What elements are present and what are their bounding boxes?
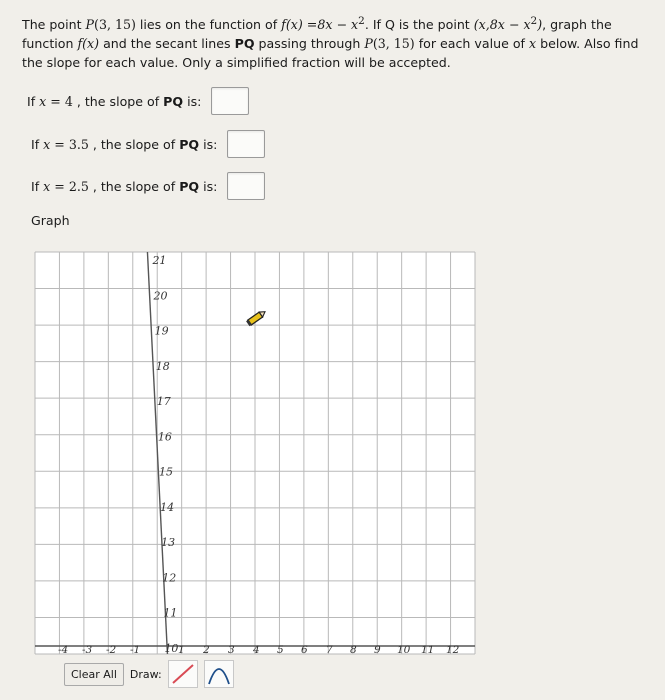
parabola-tool-icon[interactable]	[204, 660, 234, 688]
q2-suffix: , the slope of	[92, 136, 176, 152]
graph-heading: Graph	[31, 213, 70, 228]
x-tick-label: -3	[82, 644, 93, 656]
x-tick-label: 1	[178, 644, 185, 656]
x-tick-label: 5	[277, 644, 284, 656]
text: The point	[22, 17, 86, 33]
x-tick-label: 2	[203, 644, 210, 656]
x-tick-label: 7	[326, 644, 333, 656]
q1-end: is:	[187, 93, 202, 109]
y-tick-label: 16	[157, 430, 172, 444]
q3-prefix: If	[31, 178, 40, 194]
line-tool-icon[interactable]	[168, 660, 198, 688]
draw-toolbar	[64, 660, 234, 688]
x-tick-label: -2	[106, 644, 117, 656]
y-tick-label: 11	[163, 606, 178, 620]
text: , graph the function	[22, 17, 612, 52]
clear-all-button[interactable]: Clear All	[64, 663, 124, 686]
q2-prefix: If	[31, 136, 40, 152]
text-pq: PQ	[234, 36, 255, 52]
y-tick-label: 20	[153, 289, 168, 303]
text: lies on the function of	[135, 17, 282, 33]
text: . If Q is the point	[364, 17, 474, 33]
text: passing through	[254, 36, 365, 52]
draw-label: Draw:	[129, 667, 162, 681]
math-p: P	[364, 36, 373, 52]
q2-eq: = 3.5	[54, 136, 89, 152]
q1-suffix: , the slope of	[76, 93, 160, 109]
x-tick-label: 8	[350, 644, 357, 656]
q3-pq: PQ	[179, 178, 200, 194]
q3-suffix: , the slope of	[92, 178, 176, 194]
q3-end: is:	[203, 178, 218, 194]
q1-eq: = 4	[50, 93, 73, 109]
y-tick-label: 12	[162, 571, 177, 585]
x-tick-label: 11	[421, 644, 435, 656]
q3-eq: = 2.5	[54, 178, 89, 194]
x-tick-label: -1	[130, 644, 141, 656]
q2-var: x	[43, 136, 51, 152]
y-tick-label: 10	[164, 642, 179, 655]
y-tick-label: 14	[160, 500, 175, 514]
x-tick-label: 6	[301, 644, 308, 656]
q3-var: x	[43, 178, 51, 194]
y-tick-label: 21	[152, 254, 167, 267]
q2-pq: PQ	[179, 136, 200, 152]
math-q: (x,8x − x	[473, 17, 531, 33]
y-tick-label: 18	[155, 359, 170, 373]
y-tick-label: 13	[161, 536, 176, 550]
q1-prefix: If	[27, 93, 36, 109]
math-point: (3, 15)	[372, 36, 415, 52]
x-tick-label: 9	[374, 644, 381, 656]
x-tick-label: 10	[397, 644, 411, 656]
x-tick-label: 4	[253, 644, 260, 656]
q1-var: x	[39, 93, 47, 109]
text: for each value of	[414, 36, 529, 52]
x-tick-label: 3	[228, 644, 235, 656]
y-tick-label: 19	[154, 324, 169, 338]
y-tick-label: 17	[156, 395, 171, 409]
text: and the secant lines	[99, 36, 235, 52]
math-expr: =8x − x	[302, 17, 359, 33]
math-point: (3, 15)	[94, 17, 136, 33]
math-fx: (x)	[285, 17, 303, 33]
y-tick-label: 15	[158, 465, 173, 479]
math-fx: (x)	[82, 36, 100, 52]
math-x: x	[528, 36, 537, 52]
q1-pq: PQ	[163, 93, 184, 109]
math-f: f	[281, 17, 286, 33]
math-p: P	[85, 17, 95, 33]
x-tick-label: -4	[58, 644, 69, 656]
math-exp: 2	[530, 15, 538, 27]
x-tick-label: 12	[446, 644, 460, 656]
math-exp: 2	[358, 15, 365, 27]
math-close: )	[537, 17, 543, 33]
text: below. Also find the slope for each value. Only a simplified fraction will be accepted.	[22, 36, 639, 71]
q2-end: is:	[203, 136, 218, 152]
math-f: f	[77, 36, 83, 52]
